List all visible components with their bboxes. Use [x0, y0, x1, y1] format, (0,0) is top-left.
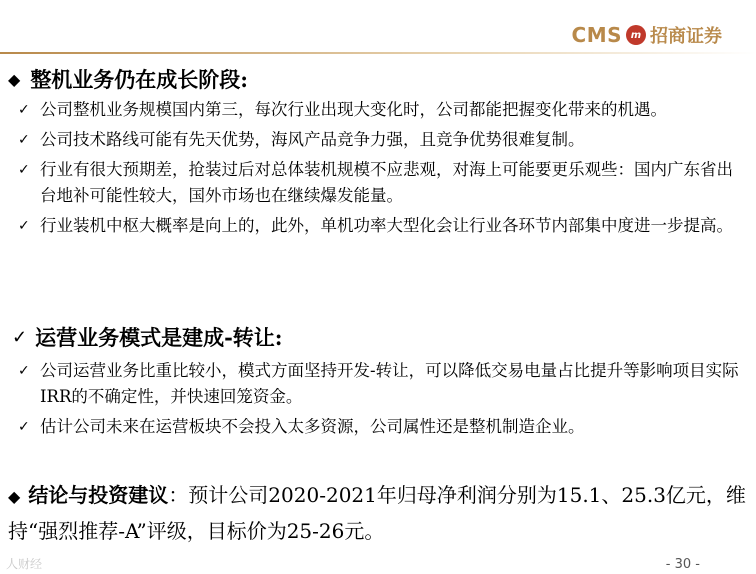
list-item: ✓ 公司技术路线可能有先天优势，海风产品竞争力强，且竞争优势很难复制。 — [18, 127, 748, 153]
list-item: ✓ 公司整机业务规模国内第三，每次行业出现大变化时，公司都能把握变化带来的机遇。 — [18, 97, 748, 123]
section1-title: 整机业务仍在成长阶段: — [30, 67, 249, 92]
conclusion-paragraph — [8, 478, 748, 548]
check-icon: ✓ — [18, 363, 30, 379]
diamond-bullet-icon: ◆ — [8, 69, 21, 89]
page-number: - 30 - — [665, 557, 700, 572]
logo-mark-icon: m — [626, 25, 646, 45]
check-icon: ✓ — [18, 419, 30, 435]
company-logo — [572, 22, 722, 48]
section2-title: 运营业务模式是建成-转让: — [35, 325, 283, 350]
check-icon: ✓ — [18, 218, 30, 234]
diamond-bullet-icon: ◆ — [8, 487, 21, 506]
check-icon: ✓ — [18, 102, 30, 118]
list-item: ✓ 公司运营业务比重比较小，模式方面坚持开发-转让，可以降低交易电量占比提升等影响项目实际IRR的不确定性，并快速回笼资金。 — [18, 358, 748, 410]
section2-heading — [8, 322, 283, 352]
list-item: ✓ 行业装机中枢大概率是向上的，此外，单机功率大型化会让行业各环节内部集中度进一步提高。 — [18, 213, 748, 239]
logo-cms-text: CMS — [571, 23, 622, 47]
check-icon: ✓ — [12, 326, 28, 348]
watermark: 人财经 — [6, 557, 43, 571]
list-item: ✓ 估计公司未来在运营板块不会投入太多资源，公司属性还是整机制造企业。 — [18, 414, 748, 440]
check-icon: ✓ — [18, 132, 30, 148]
logo-company-name: 招商证券 — [650, 26, 722, 47]
conclusion-text: ：预计公司2020-2021年归母净利润分别为15.1、25.3亿元，维持“强烈推荐-A”评级，目标价为25-26元。 — [8, 483, 746, 543]
check-icon: ✓ — [18, 162, 30, 178]
section1-bullets — [18, 97, 748, 243]
header-divider — [0, 52, 756, 54]
section1-heading — [8, 64, 248, 94]
section2-bullets — [18, 358, 748, 444]
conclusion-label: 结论与投资建议 — [28, 483, 169, 507]
list-item: ✓ 行业有很大预期差，抢装过后对总体装机规模不应悲观，对海上可能要更乐观些：国内广东省出台地补可能性较大，国外市场也在继续爆发能量。 — [18, 157, 748, 209]
